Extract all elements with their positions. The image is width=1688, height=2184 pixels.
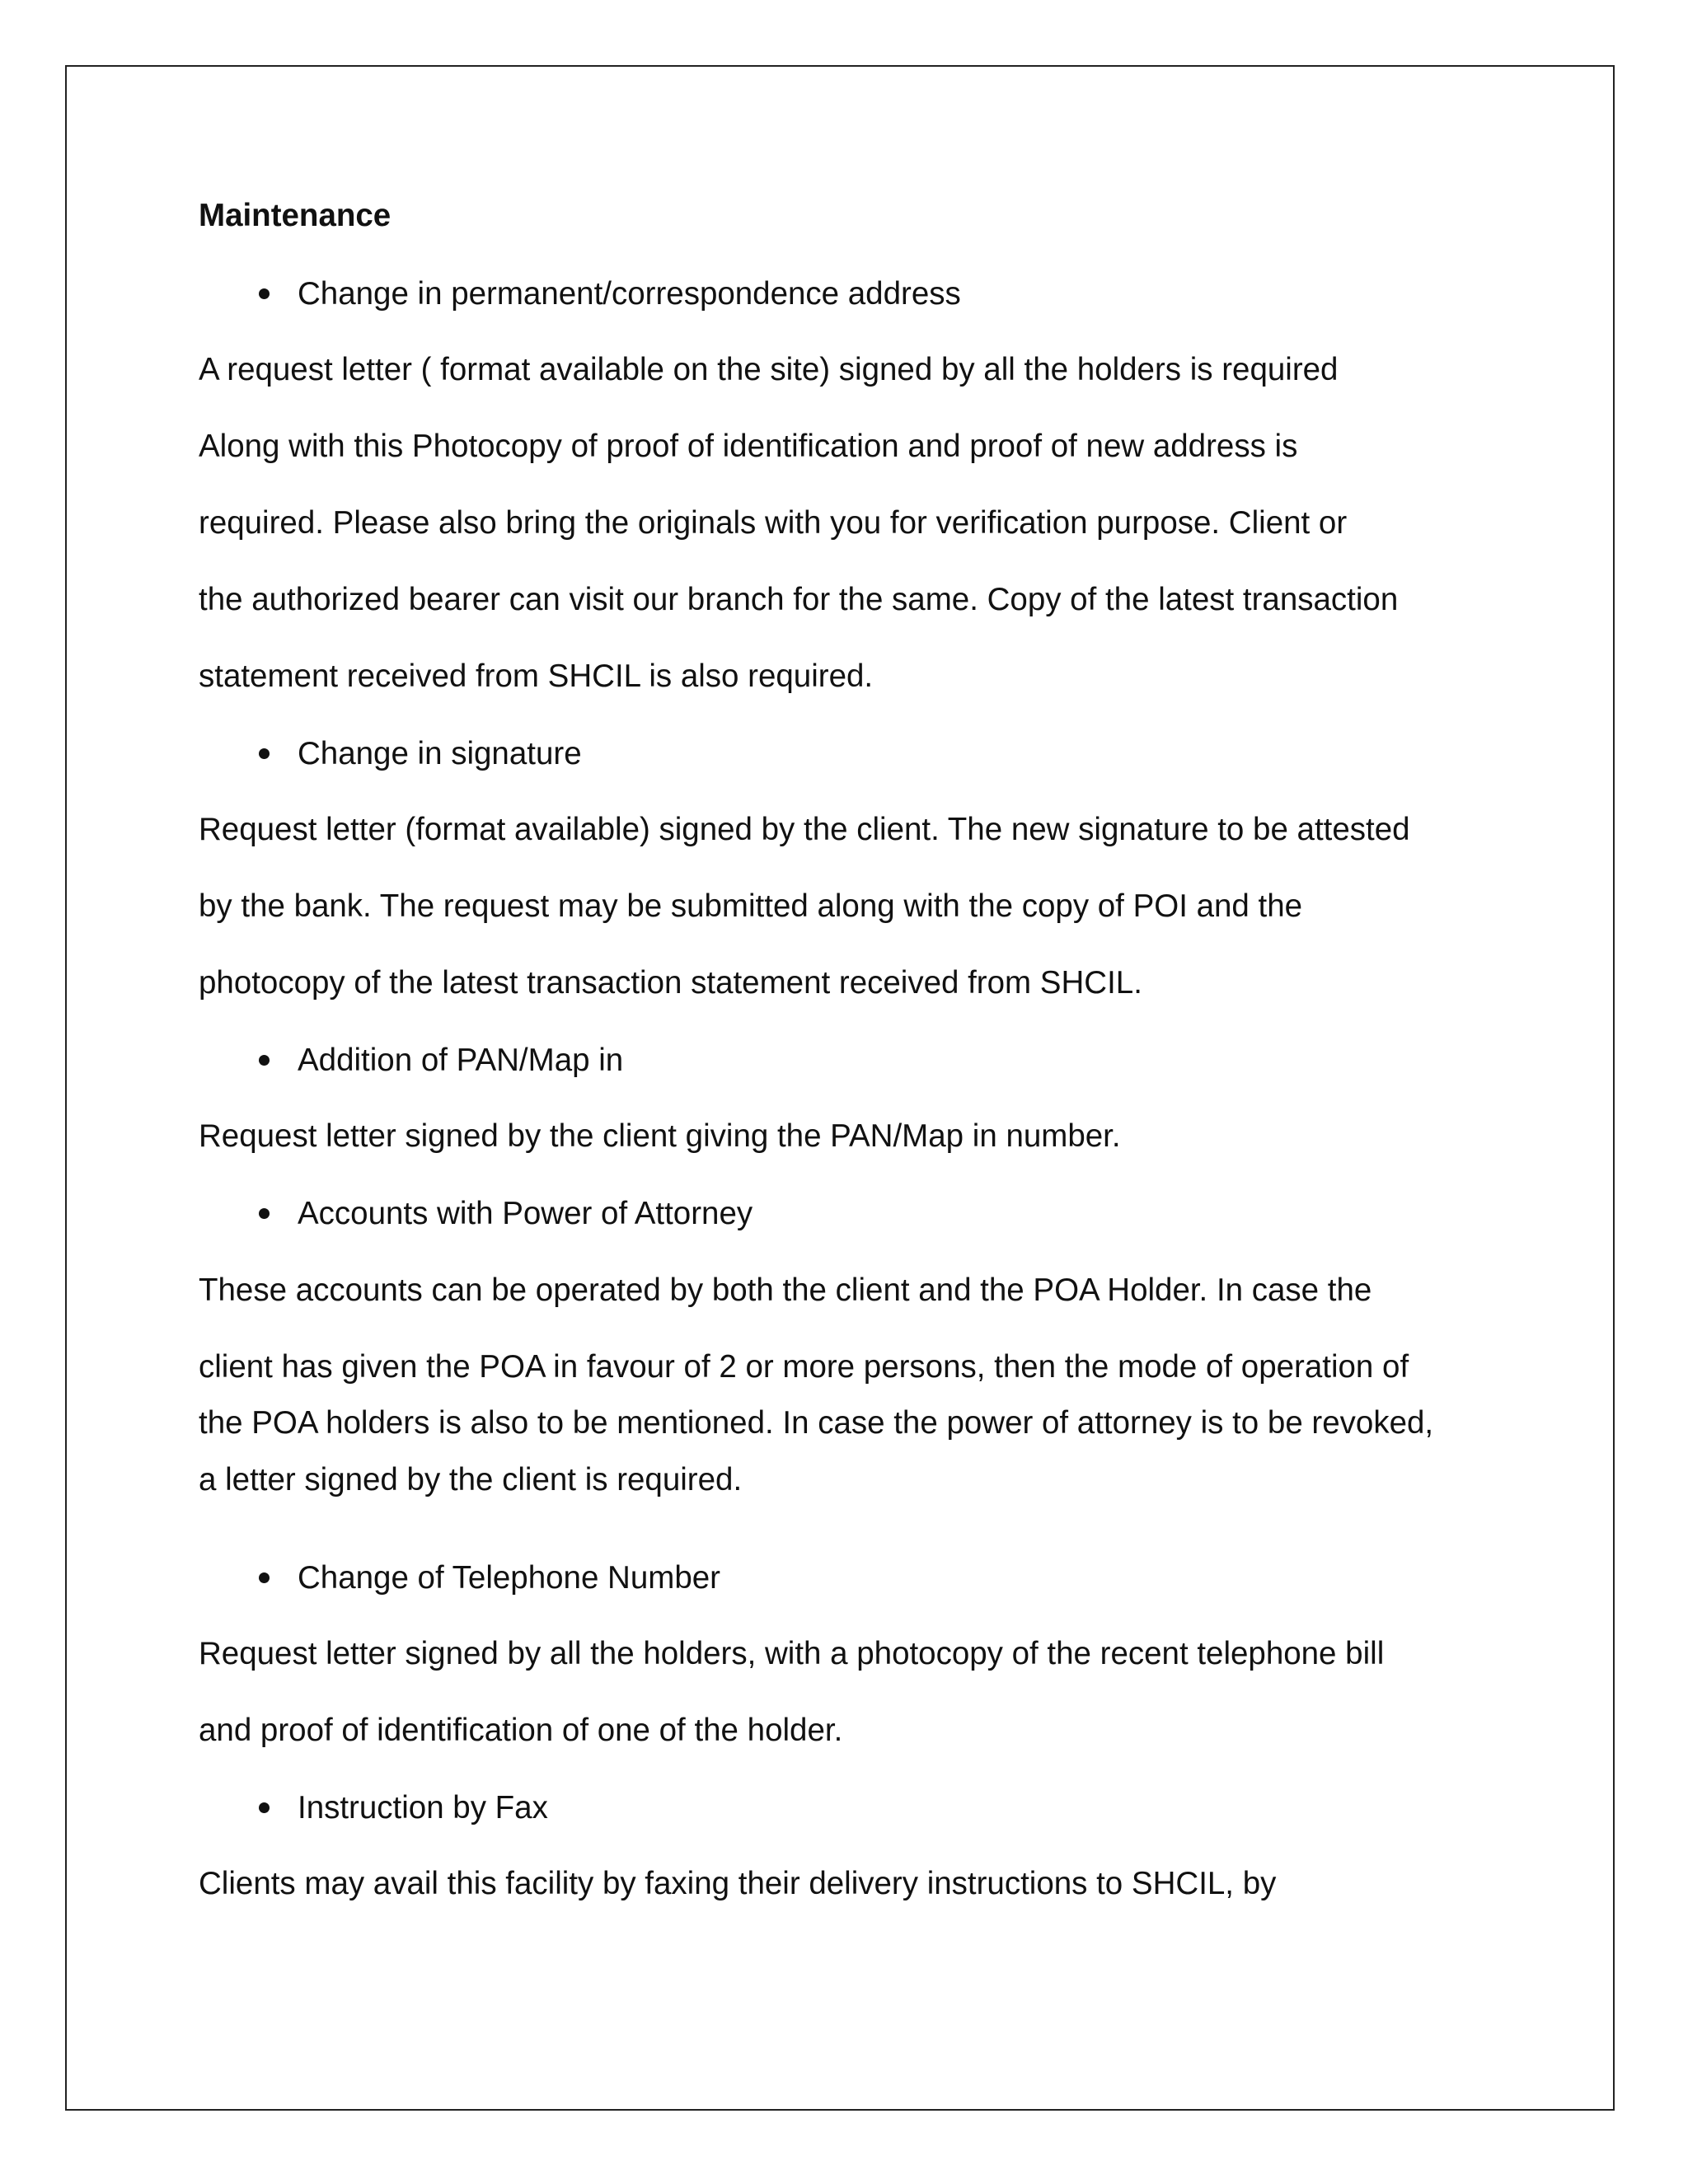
bullet-label: Change in permanent/correspondence address	[298, 276, 961, 312]
paragraph-line: Along with this Photocopy of proof of identification and proof of new address is	[199, 429, 1298, 464]
bullet-dot-icon	[259, 1802, 270, 1813]
paragraph-line: photocopy of the latest transaction statement received from SHCIL.	[199, 965, 1142, 1001]
bullet-dot-icon	[259, 1572, 270, 1583]
bullet-label: Accounts with Power of Attorney	[298, 1196, 753, 1231]
bullet-label: Addition of PAN/Map in	[298, 1043, 624, 1078]
bullet-dot-icon	[259, 1208, 270, 1219]
bullet-dot-icon	[259, 748, 270, 759]
bullet-label: Change in signature	[298, 736, 582, 771]
paragraph-line: A request letter ( format available on the site) signed by all the holders is required	[199, 352, 1339, 387]
paragraph-line: statement received from SHCIL is also required.	[199, 658, 874, 694]
paragraph-line: required. Please also bring the originals with you for verification purpose. Client or	[199, 505, 1348, 541]
paragraph-line: the authorized bearer can visit our branch for the same. Copy of the latest transaction	[199, 582, 1399, 617]
page-heading: Maintenance	[199, 198, 392, 233]
bullet-dot-icon	[259, 1055, 270, 1066]
paragraph-line: Clients may avail this facility by faxing their delivery instructions to SHCIL, by	[199, 1866, 1277, 1901]
paragraph-line: These accounts can be operated by both the client and the POA Holder. In case the	[199, 1272, 1372, 1308]
paragraph-line: client has given the POA in favour of 2 or more persons, then the mode of operation of	[199, 1349, 1409, 1385]
paragraph-line: Request letter (format available) signed by the client. The new signature to be attested	[199, 812, 1410, 847]
bullet-label: Instruction by Fax	[298, 1790, 548, 1825]
paragraph-line: by the bank. The request may be submitted along with the copy of POI and the	[199, 888, 1303, 924]
paragraph-line: Request letter signed by the client giving the PAN/Map in number.	[199, 1118, 1121, 1154]
bullet-dot-icon	[259, 288, 270, 299]
bullet-label: Change of Telephone Number	[298, 1560, 720, 1596]
paragraph-line: the POA holders is also to be mentioned. In case the power of attorney is to be revoked,	[199, 1405, 1434, 1441]
paragraph-line: Request letter signed by all the holders, with a photocopy of the recent telephone bill	[199, 1636, 1385, 1671]
paragraph-line: a letter signed by the client is required.	[199, 1462, 743, 1497]
paragraph-line: and proof of identification of one of the holder.	[199, 1713, 843, 1748]
